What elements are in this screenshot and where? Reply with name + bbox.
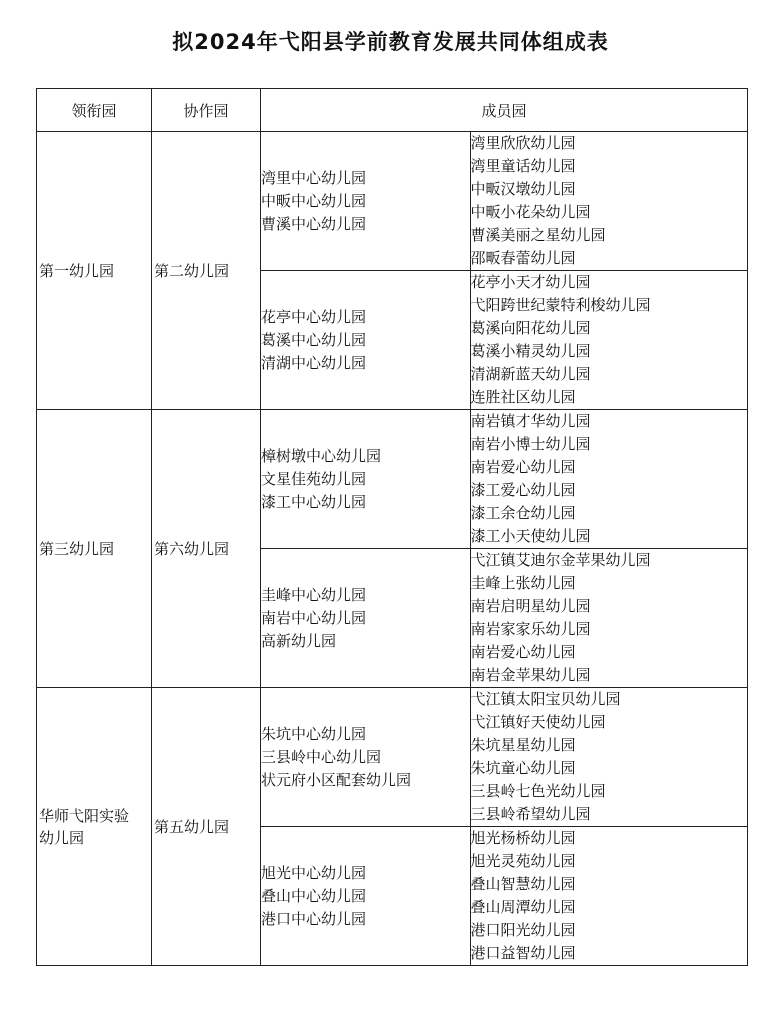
member-kindergarten: 弋江镇太阳宝贝幼儿园 xyxy=(470,690,621,708)
member-kindergarten: 漆工余仓幼儿园 xyxy=(470,504,576,522)
header-lead: 领衔园 xyxy=(37,89,152,132)
member-kindergarten: 弋江镇好天使幼儿园 xyxy=(470,713,606,731)
group-row xyxy=(37,132,748,410)
header-members: 成员园 xyxy=(261,89,748,132)
center-kindergarten: 文星佳苑幼儿园 xyxy=(261,469,367,488)
center-kindergarten: 三县岭中心幼儿园 xyxy=(261,747,382,766)
subgroup-cell xyxy=(261,410,748,688)
center-kindergarten: 花亭中心幼儿园 xyxy=(261,307,367,326)
center-kindergarten: 状元府小区配套幼儿园 xyxy=(261,770,412,789)
lead-kindergarten xyxy=(37,688,152,966)
lead-kindergarten: 第三幼儿园 xyxy=(37,410,152,688)
center-kindergarten: 曹溪中心幼儿园 xyxy=(261,214,367,233)
subgroup-cell xyxy=(261,688,748,966)
subgroup-table xyxy=(261,688,748,965)
community-table xyxy=(36,88,748,966)
center-kindergartens xyxy=(261,827,470,966)
center-kindergarten: 清湖中心幼儿园 xyxy=(261,353,367,372)
member-kindergartens xyxy=(470,410,748,549)
subgroup-row xyxy=(261,688,748,827)
page-title: 拟2024年弋阳县学前教育发展共同体组成表 xyxy=(172,30,609,54)
member-kindergarten: 南岩启明星幼儿园 xyxy=(470,597,591,615)
center-kindergarten: 旭光中心幼儿园 xyxy=(261,863,367,882)
member-kindergarten: 南岩家家乐幼儿园 xyxy=(470,620,591,638)
member-kindergartens xyxy=(470,132,748,271)
member-kindergarten: 弋阳跨世纪蒙特利梭幼儿园 xyxy=(470,296,651,314)
lead-kindergarten-line: 华师弋阳实验 xyxy=(39,806,130,825)
subgroup-cell xyxy=(261,132,748,410)
subgroup-row xyxy=(261,549,748,688)
center-kindergarten: 湾里中心幼儿园 xyxy=(261,168,367,187)
subgroup-table xyxy=(261,132,748,409)
center-kindergarten: 朱坑中心幼儿园 xyxy=(261,724,367,743)
member-kindergarten: 中畈小花朵幼儿园 xyxy=(470,203,591,221)
member-kindergarten: 邵畈春蕾幼儿园 xyxy=(470,249,576,267)
center-kindergarten: 南岩中心幼儿园 xyxy=(261,608,367,627)
center-kindergarten: 樟树墩中心幼儿园 xyxy=(261,446,382,465)
member-kindergartens xyxy=(470,271,748,410)
center-kindergarten: 中畈中心幼儿园 xyxy=(261,191,367,210)
subgroup-row xyxy=(261,827,748,966)
member-kindergarten: 叠山周潭幼儿园 xyxy=(470,898,576,916)
member-kindergarten: 漆工小天使幼儿园 xyxy=(470,527,591,545)
member-kindergarten: 三县岭希望幼儿园 xyxy=(470,805,591,823)
member-kindergarten: 南岩镇才华幼儿园 xyxy=(470,412,591,430)
member-kindergarten: 湾里欣欣幼儿园 xyxy=(470,134,576,152)
header-coop: 协作园 xyxy=(152,89,261,132)
member-kindergarten: 葛溪向阳花幼儿园 xyxy=(470,319,591,337)
member-kindergarten: 港口阳光幼儿园 xyxy=(470,921,576,939)
header-row xyxy=(37,89,748,132)
member-kindergarten: 南岩小博士幼儿园 xyxy=(470,435,591,453)
center-kindergarten: 港口中心幼儿园 xyxy=(261,909,367,928)
group-row xyxy=(37,410,748,688)
center-kindergarten: 圭峰中心幼儿园 xyxy=(261,585,367,604)
member-kindergarten: 三县岭七色光幼儿园 xyxy=(470,782,606,800)
lead-kindergarten: 第一幼儿园 xyxy=(37,132,152,410)
center-kindergartens xyxy=(261,271,470,410)
member-kindergarten: 朱坑星星幼儿园 xyxy=(470,736,576,754)
member-kindergartens xyxy=(470,827,748,966)
member-kindergarten: 朱坑童心幼儿园 xyxy=(470,759,576,777)
member-kindergarten: 中畈汉墩幼儿园 xyxy=(470,180,576,198)
member-kindergarten: 花亭小天才幼儿园 xyxy=(470,273,591,291)
member-kindergarten: 弋江镇艾迪尔金苹果幼儿园 xyxy=(470,551,651,569)
member-kindergartens xyxy=(470,688,748,827)
lead-kindergarten-line: 幼儿园 xyxy=(39,828,85,847)
member-kindergarten: 湾里童话幼儿园 xyxy=(470,157,576,175)
member-kindergarten: 南岩金苹果幼儿园 xyxy=(470,666,591,684)
center-kindergarten: 高新幼儿园 xyxy=(261,631,337,650)
center-kindergartens xyxy=(261,132,470,271)
member-kindergarten: 旭光灵苑幼儿园 xyxy=(470,852,576,870)
member-kindergarten: 圭峰上张幼儿园 xyxy=(470,574,576,592)
coop-kindergarten: 第五幼儿园 xyxy=(152,688,261,966)
coop-kindergarten: 第二幼儿园 xyxy=(152,132,261,410)
member-kindergarten: 葛溪小精灵幼儿园 xyxy=(470,342,591,360)
subgroup-row xyxy=(261,132,748,271)
coop-kindergarten: 第六幼儿园 xyxy=(152,410,261,688)
subgroup-row xyxy=(261,410,748,549)
member-kindergarten: 连胜社区幼儿园 xyxy=(470,388,576,406)
member-kindergarten: 南岩爱心幼儿园 xyxy=(470,643,576,661)
subgroup-row xyxy=(261,271,748,410)
member-kindergarten: 漆工爱心幼儿园 xyxy=(470,481,576,499)
subgroup-table xyxy=(261,410,748,687)
center-kindergarten: 葛溪中心幼儿园 xyxy=(261,330,367,349)
member-kindergarten: 旭光杨桥幼儿园 xyxy=(470,829,576,847)
member-kindergarten: 叠山智慧幼儿园 xyxy=(470,875,576,893)
member-kindergarten: 港口益智幼儿园 xyxy=(470,944,576,962)
member-kindergarten: 南岩爱心幼儿园 xyxy=(470,458,576,476)
center-kindergartens xyxy=(261,549,470,688)
group-row xyxy=(37,688,748,966)
member-kindergartens xyxy=(470,549,748,688)
member-kindergarten: 曹溪美丽之星幼儿园 xyxy=(470,226,606,244)
center-kindergartens xyxy=(261,410,470,549)
center-kindergarten: 叠山中心幼儿园 xyxy=(261,886,367,905)
member-kindergarten: 清湖新蓝天幼儿园 xyxy=(470,365,591,383)
center-kindergartens xyxy=(261,688,470,827)
center-kindergarten: 漆工中心幼儿园 xyxy=(261,492,367,511)
